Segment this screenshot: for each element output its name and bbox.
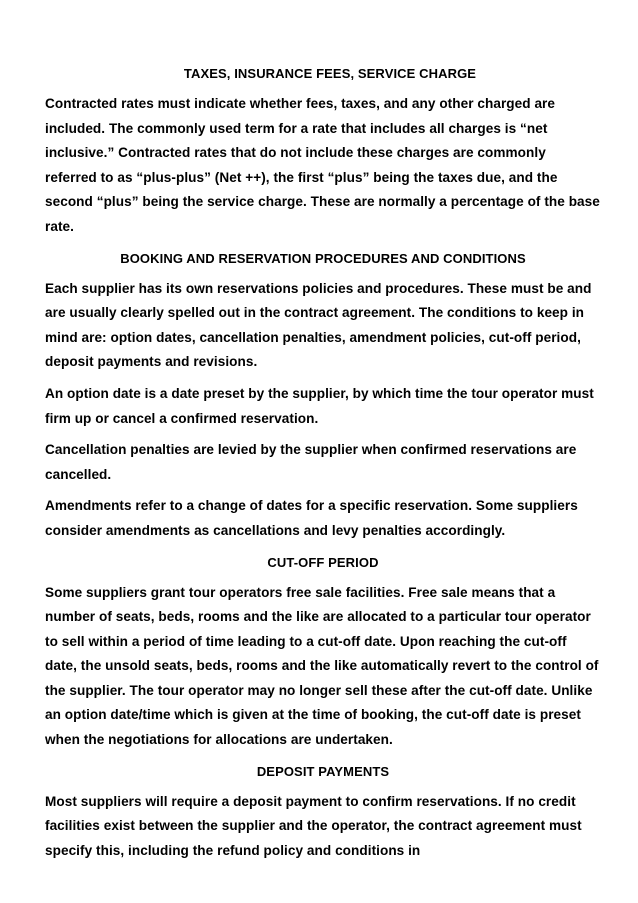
paragraph-deposit: Most suppliers will require a deposit payment to confirm reservations. If no credit facilities exist between the supplier and the operator, the contract agreement must specify this, including the refund policy and conditions in [45, 793, 582, 858]
paragraph-option-date: An option date is a date preset by the supplier, by which time the tour operator must firm up or cancel a confirmed reservation. [45, 385, 594, 426]
paragraph-booking-intro: Each supplier has its own reservations policies and procedures. These must be and are usually clearly spelled out in the contract agreement. The conditions to keep in mind are: option dates, cancellation penalties, amendment policies, cut-off period, deposit payments and revisions. [45, 280, 592, 370]
paragraph-cancellation: Cancellation penalties are levied by the supplier when confirmed reservations are cancelled. [45, 442, 577, 482]
paragraph-cutoff: Some suppliers grant tour operators free sale facilities. Free sale means that a number of seats, beds, rooms and the like are allocated to a particular tour operator to sell within a period of time leading to a cut-off date. Upon reaching the cut-off date, the unsold seats, beds, rooms and the like automatically revert to the control of the supplier. The tour operator may no longer sell these after the cut-off date. Unlike an option date/time which is given at the time of booking, the cut-off date is preset when the negotiations for allocations are undertaken. [45, 584, 599, 748]
paragraph-amendments: Amendments refer to a change of dates for a specific reservation. Some suppliers consider amendments as cancellations and levy penalties accordingly. [45, 498, 578, 538]
section-heading-booking: BOOKING AND RESERVATION PROCEDURES AND CONDITIONS [120, 250, 526, 266]
section-heading-taxes: TAXES, INSURANCE FEES, SERVICE CHARGE [183, 66, 477, 81]
paragraph-taxes: Contracted rates must indicate whether fees, taxes, and any other charged are included. The commonly used term for a rate that includes all charges is “net inclusive.” Contracted rates that do not include these charges are commonly referred to as “plus-plus” (Net ++), the first “plus” being the taxes due, and the second “plus” being the service charge. These are normally a percentage of the base rate. [45, 96, 600, 234]
document-page [45, 62, 601, 870]
section-heading-deposit: DEPOSIT PAYMENTS [256, 763, 390, 779]
section-heading-cutoff: CUT-OFF PERIOD [267, 554, 379, 570]
